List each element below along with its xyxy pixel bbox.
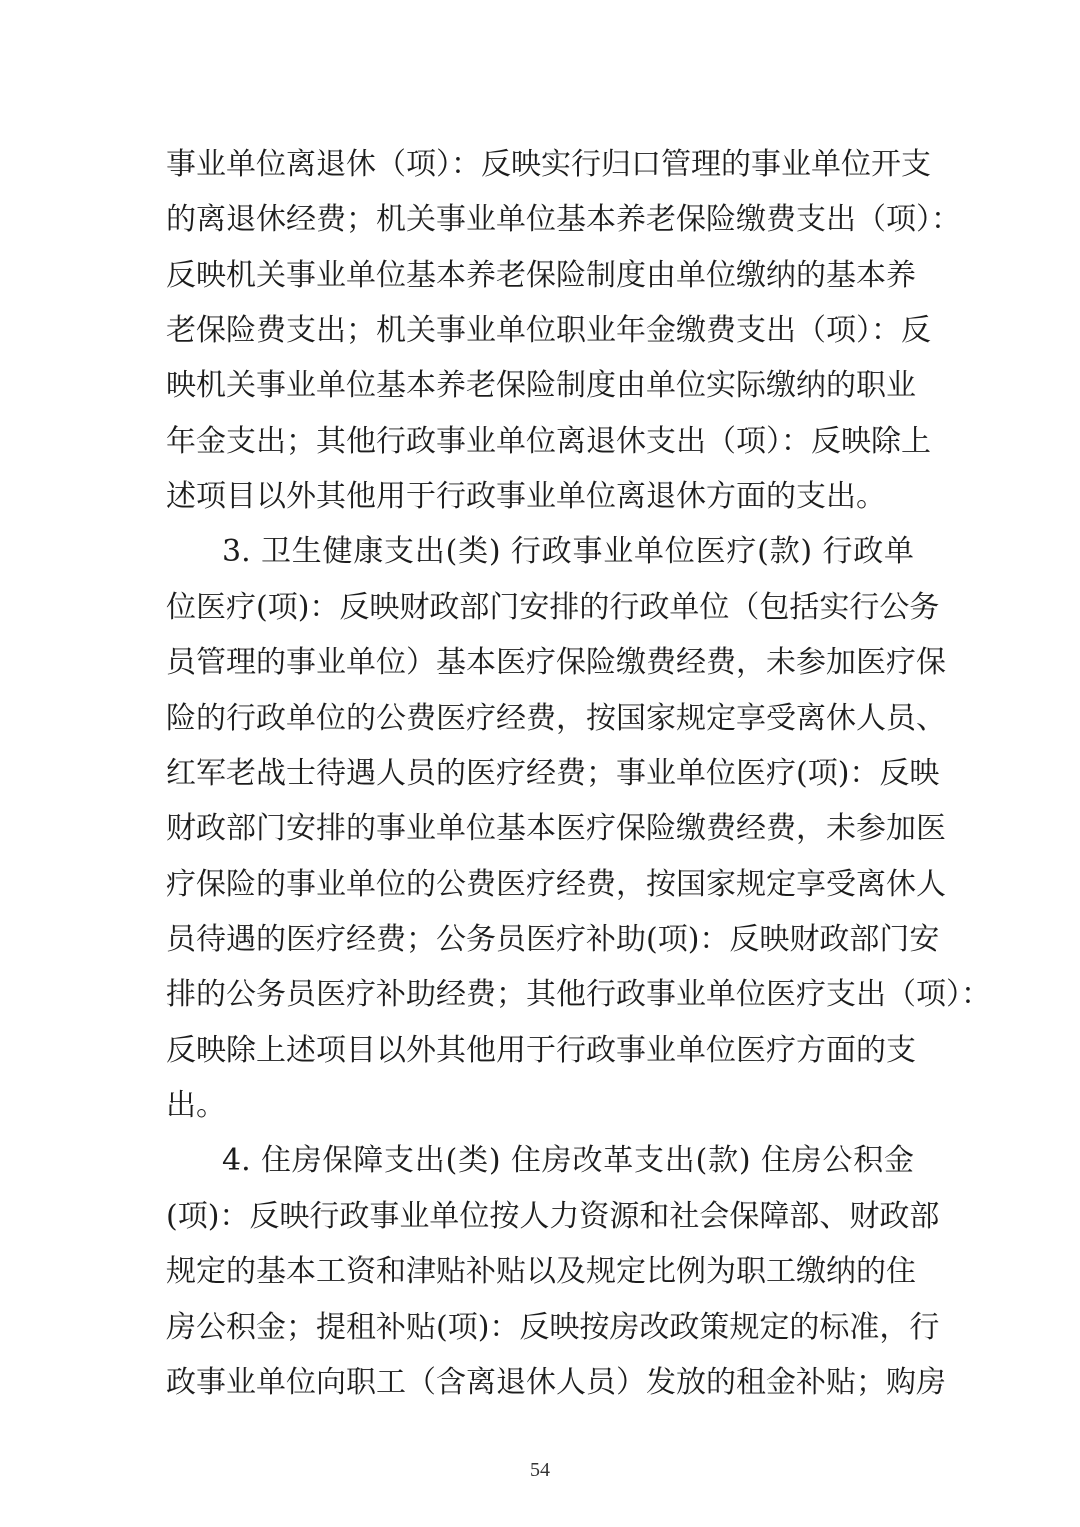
text-line: 房公积金；提租补贴(项)：反映按房改政策规定的标准，行 [166,1310,940,1345]
text-line: (项)：反映行政事业单位按人力资源和社会保障部、财政部 [166,1199,940,1234]
text-line: 述项目以外其他用于行政事业单位离退休方面的支出。 [166,479,886,514]
text-line: 排的公务员医疗补助经费；其他行政事业单位医疗支出（项）： [166,977,991,1012]
text-line: 位医疗(项)：反映财政部门安排的行政单位（包括实行公务 [166,590,940,625]
section-heading-4: 4. 住房保障支出(类) 住房改革支出(款) 住房公积金 [222,1143,914,1178]
text-line: 映机关事业单位基本养老保险制度由单位实际缴纳的职业 [166,368,916,403]
text-line: 红军老战士待遇人员的医疗经费；事业单位医疗(项)：反映 [166,756,940,791]
text-line: 规定的基本工资和津贴补贴以及规定比例为职工缴纳的住 [166,1254,916,1289]
text-line: 政事业单位向职工（含离退休人员）发放的租金补贴；购房 [166,1365,946,1400]
text-line: 的离退休经费；机关事业单位基本养老保险缴费支出（项）： [166,202,961,237]
text-line: 疗保险的事业单位的公费医疗经费，按国家规定享受离休人 [166,867,946,902]
text-line: 出。 [166,1088,226,1123]
section-heading-3: 3. 卫生健康支出(类) 行政事业单位医疗(款) 行政单 [222,534,914,569]
text-line: 员待遇的医疗经费；公务员医疗补助(项)：反映财政部门安 [166,922,940,957]
text-line: 员管理的事业单位）基本医疗保险缴费经费，未参加医疗保 [166,645,946,680]
page-number: 54 [530,1459,550,1481]
text-line: 财政部门安排的事业单位基本医疗保险缴费经费，未参加医 [166,811,946,846]
text-line: 险的行政单位的公费医疗经费，按国家规定享受离休人员、 [166,701,946,736]
text-line: 年金支出；其他行政事业单位离退休支出（项）：反映除上 [166,424,931,459]
text-line: 反映除上述项目以外其他用于行政事业单位医疗方面的支 [166,1033,916,1068]
text-line: 反映机关事业单位基本养老保险制度由单位缴纳的基本养 [166,258,916,293]
text-line: 老保险费支出；机关事业单位职业年金缴费支出（项）：反 [166,313,931,348]
text-line: 事业单位离退休（项）：反映实行归口管理的事业单位开支 [166,147,931,182]
